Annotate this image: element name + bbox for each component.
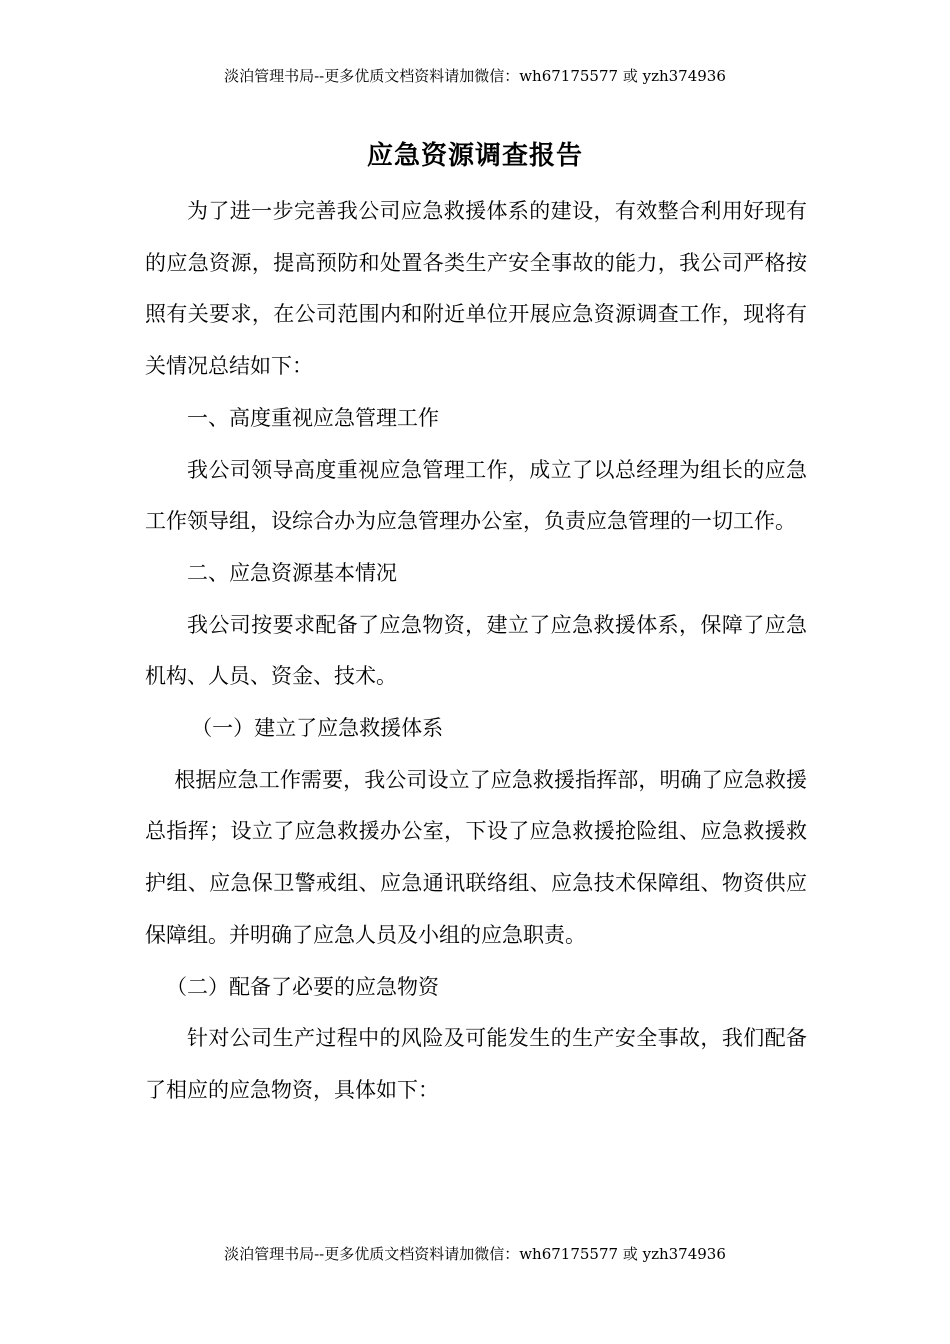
paragraph-intro: 为了进一步完善我公司应急救援体系的建设，有效整合利用好现有的应急资源，提高预防和处置各类生产安全事故的能力，我公司严格按照有关要求，在公司范围内和附近单位开展应急资源调查工作，现将有关情况总结如下： — [145, 199, 807, 379]
subsection-heading-1: （一）建立了应急救援体系 — [191, 716, 444, 741]
paragraph-rescue-system: 根据应急工作需要，我公司设立了应急救援指挥部，明确了应急救援总指挥；设立了应急救援办公室，下设了应急救援抢险组、应急救援救护组、应急保卫警戒组、应急通讯联络组、应急技术保障组、物资供应保障组。并明确了应急人员及小组的应急职责。 — [145, 767, 807, 947]
section-heading-2: 二、应急资源基本情况 — [187, 560, 397, 585]
paragraph-materials: 针对公司生产过程中的风险及可能发生的生产安全事故，我们配备了相应的应急物资，具体如下： — [145, 1026, 807, 1102]
section-heading-1: 一、高度重视应急管理工作 — [187, 405, 439, 430]
subsection-heading-2: （二）配备了必要的应急物资 — [166, 974, 439, 999]
page-header: 淡泊管理书局--更多优质文档资料请加微信：wh67175577 或 yzh374936 — [224, 67, 726, 85]
document-body — [145, 186, 807, 1117]
page-footer: 淡泊管理书局--更多优质文档资料请加微信：wh67175577 或 yzh374936 — [224, 1245, 726, 1263]
paragraph-leadership: 我公司领导高度重视应急管理工作，成立了以总经理为组长的应急工作领导组，设综合办为应急管理办公室，负责应急管理的一切工作。 — [145, 457, 807, 534]
paragraph-resources: 我公司按要求配备了应急物资，建立了应急救援体系，保障了应急机构、人员、资金、技术。 — [145, 612, 807, 689]
document-title: 应急资源调查报告 — [366, 141, 583, 171]
